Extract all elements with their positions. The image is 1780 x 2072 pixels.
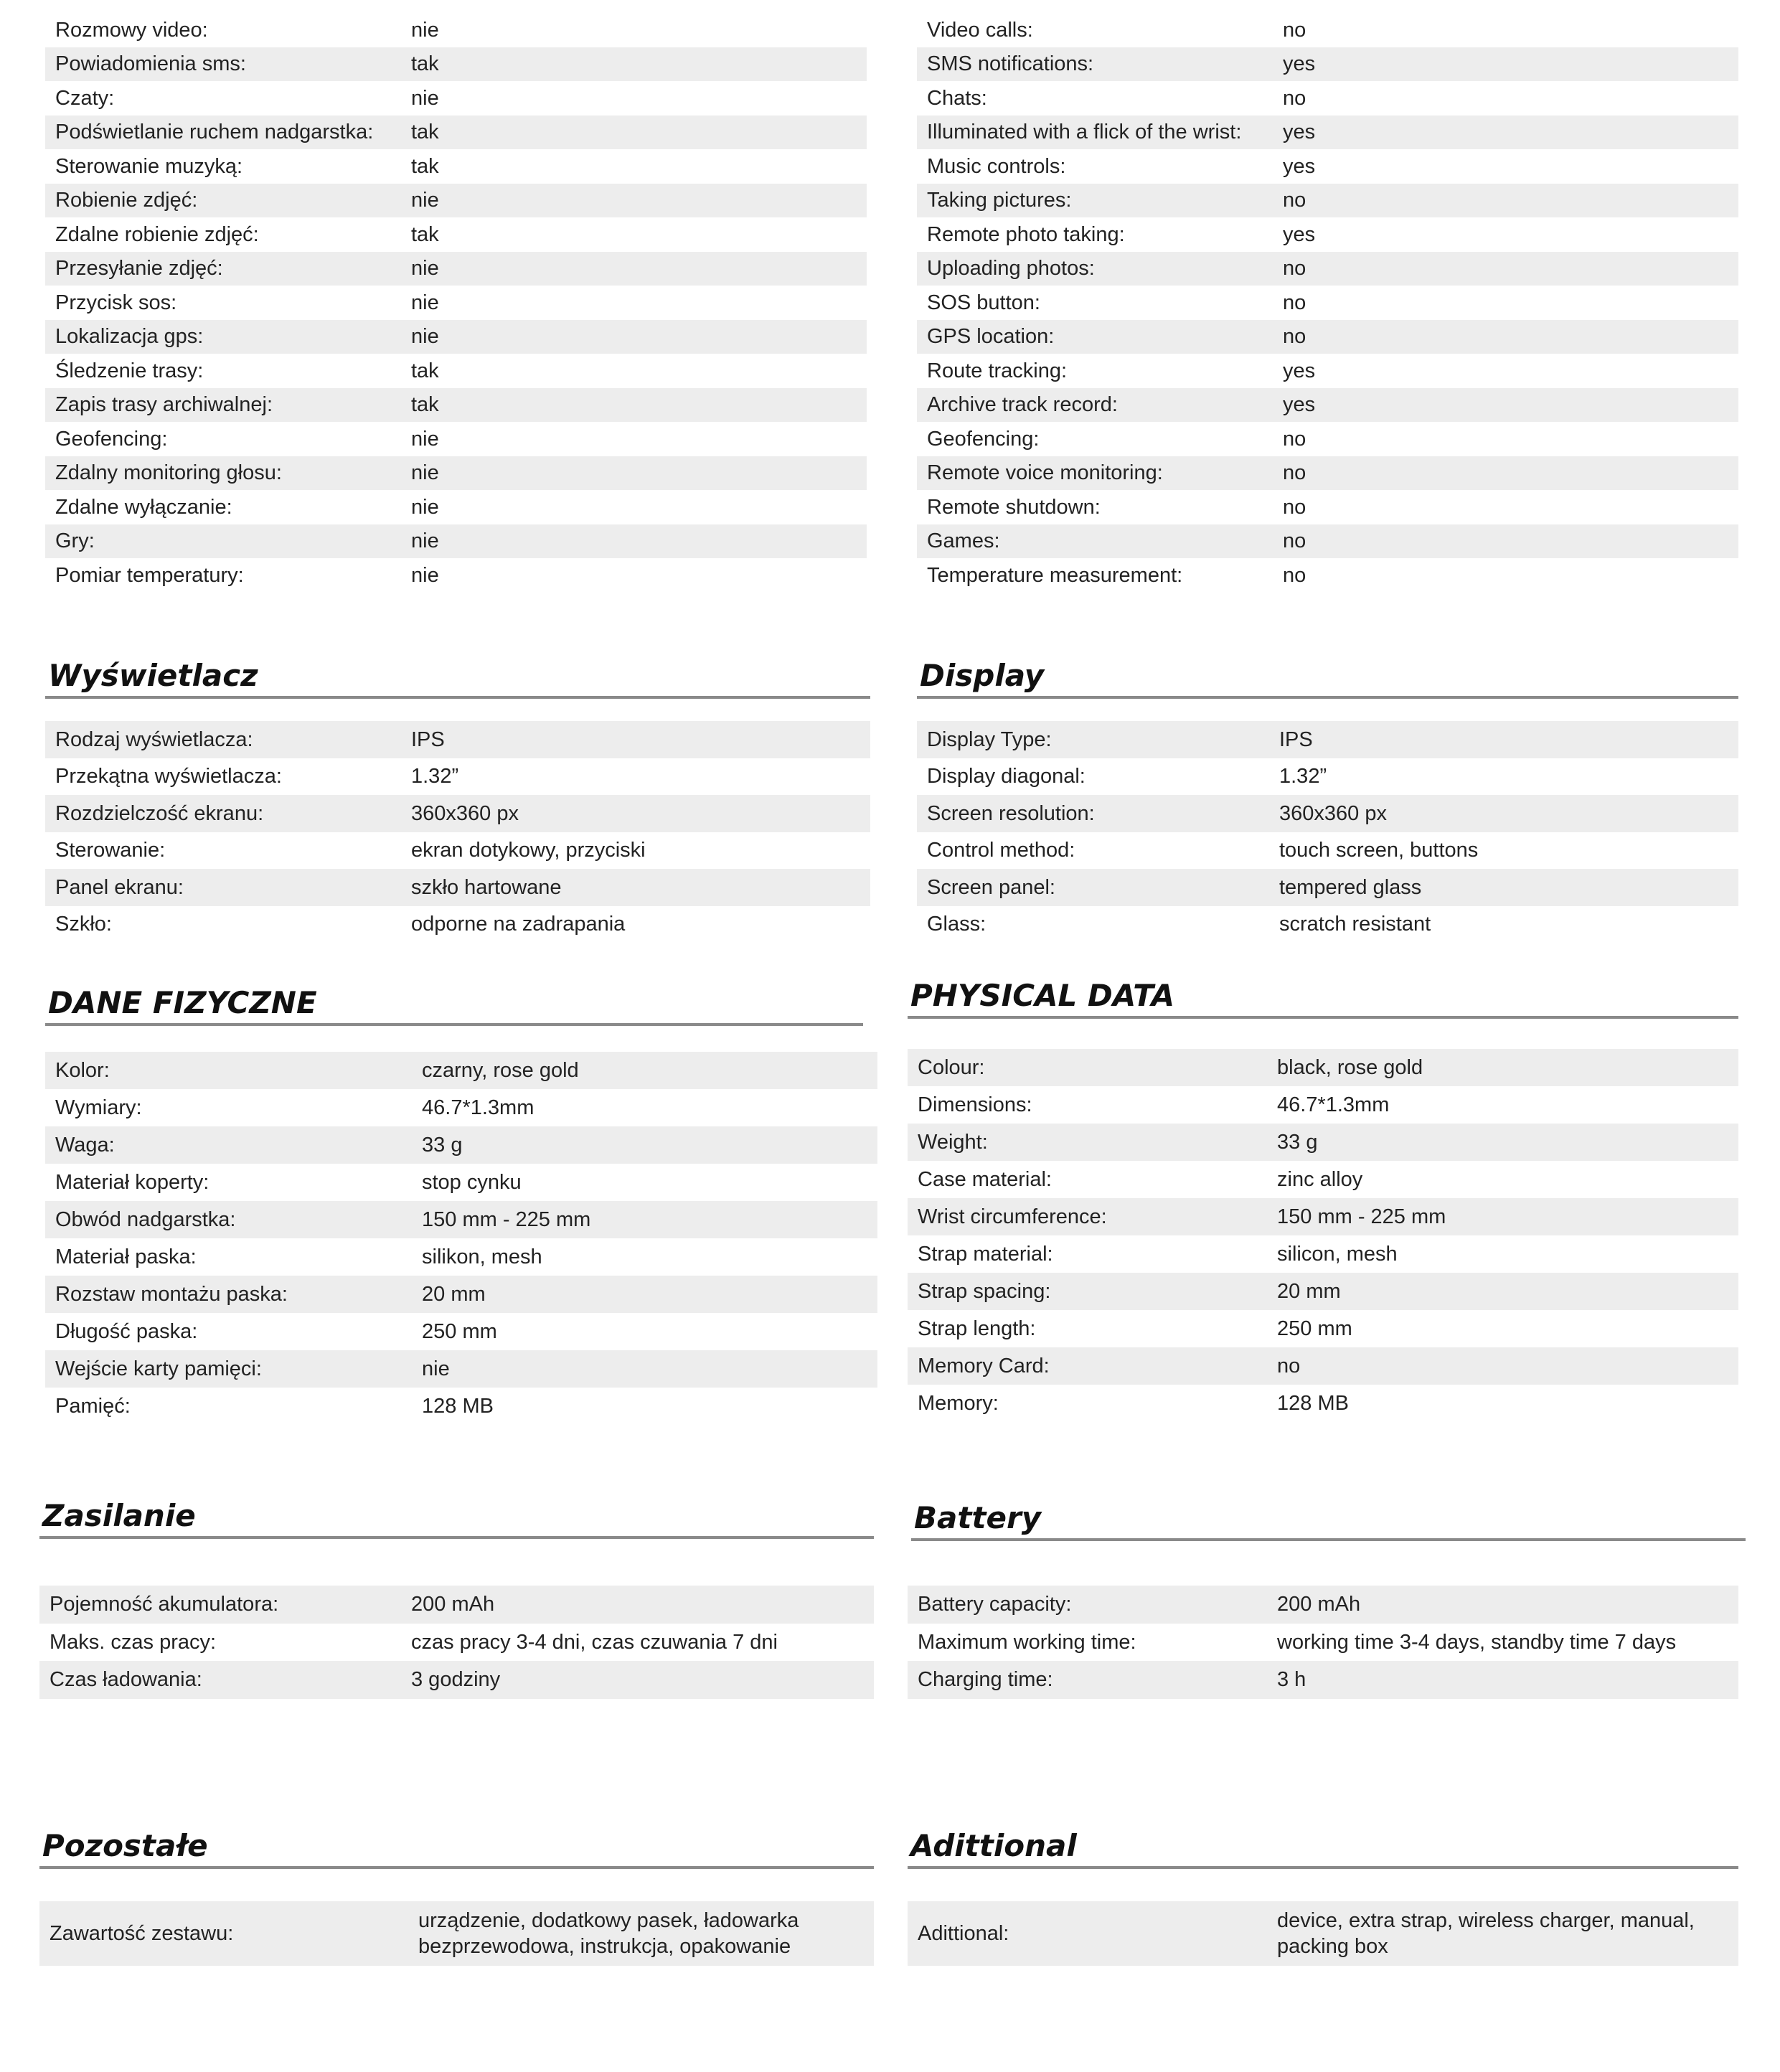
display-table-en	[917, 721, 1738, 943]
spec-value: black, rose gold	[1277, 1056, 1423, 1079]
table-row	[917, 149, 1738, 184]
spec-label: Strap material:	[918, 1243, 1053, 1266]
spec-label: Przycisk sos:	[55, 291, 177, 314]
spec-value: no	[1283, 563, 1306, 587]
table-row	[45, 184, 867, 218]
table-row	[45, 286, 867, 320]
spec-value: 20 mm	[422, 1283, 486, 1306]
spec-label: Display diagonal:	[927, 765, 1086, 788]
table-row	[917, 217, 1738, 252]
table-row	[45, 524, 867, 559]
features-table-en	[917, 13, 1738, 593]
battery-table-en	[908, 1586, 1738, 1699]
spec-label: Memory:	[918, 1392, 999, 1415]
table-row	[917, 721, 1738, 758]
spec-label: Music controls:	[927, 154, 1066, 178]
spec-label: Wrist circumference:	[918, 1205, 1107, 1228]
other-table-pl	[39, 1901, 874, 1966]
spec-value: nie	[411, 291, 439, 314]
spec-value: scratch resistant	[1279, 913, 1431, 936]
spec-label: Pomiar temperatury:	[55, 563, 244, 587]
spec-value: tak	[411, 52, 439, 76]
spec-label: Geofencing:	[55, 427, 168, 451]
spec-label: Archive track record:	[927, 393, 1118, 417]
spec-label: Maximum working time:	[918, 1630, 1136, 1654]
table-row	[917, 422, 1738, 456]
spec-label: Uploading photos:	[927, 257, 1095, 281]
table-row	[917, 869, 1738, 906]
table-row	[45, 558, 867, 593]
spec-label: Waga:	[55, 1134, 115, 1157]
spec-label: Sterowanie muzyką:	[55, 154, 243, 178]
spec-label: Długość paska:	[55, 1320, 198, 1343]
table-row	[917, 13, 1738, 47]
table-row	[908, 1385, 1738, 1422]
spec-value: silicon, mesh	[1277, 1243, 1398, 1266]
spec-label: Czas ładowania:	[50, 1668, 202, 1692]
spec-label: Wymiary:	[55, 1096, 142, 1119]
spec-value: czarny, rose gold	[422, 1059, 579, 1082]
spec-value: 150 mm - 225 mm	[1277, 1205, 1446, 1228]
table-row	[917, 906, 1738, 943]
spec-value: 1.32”	[411, 765, 459, 788]
table-row	[39, 1624, 874, 1662]
spec-label: Strap length:	[918, 1317, 1036, 1340]
spec-value: yes	[1283, 222, 1316, 246]
spec-value: tak	[411, 222, 439, 246]
table-row	[45, 1126, 877, 1164]
spec-value: no	[1283, 325, 1306, 349]
spec-value: yes	[1283, 359, 1316, 382]
table-row	[917, 795, 1738, 832]
spec-value: IPS	[411, 727, 445, 751]
spec-value: no	[1283, 529, 1306, 553]
physical-table-pl	[45, 1052, 877, 1425]
table-row	[45, 869, 870, 906]
table-row	[917, 116, 1738, 150]
spec-label: Charging time:	[918, 1668, 1053, 1692]
spec-value: no	[1283, 427, 1306, 451]
spec-label: Rodzaj wyświetlacza:	[55, 727, 253, 751]
physical-table-en	[908, 1049, 1738, 1422]
spec-value: nie	[411, 325, 439, 349]
table-row	[908, 1161, 1738, 1198]
spec-label: Przekątna wyświetlacza:	[55, 765, 282, 788]
spec-value: 200 mAh	[411, 1593, 495, 1616]
spec-label: Temperature measurement:	[927, 563, 1183, 587]
spec-label: Rozmowy video:	[55, 18, 208, 42]
spec-value: tak	[411, 154, 439, 178]
table-row	[45, 354, 867, 388]
spec-label: Case material:	[918, 1168, 1052, 1191]
table-row	[917, 286, 1738, 320]
features-table-pl	[45, 13, 867, 593]
table-row	[45, 1276, 877, 1313]
spec-label: Control method:	[927, 839, 1075, 862]
spec-label: Weight:	[918, 1131, 988, 1154]
spec-value: nie	[411, 18, 439, 42]
table-row	[908, 1310, 1738, 1347]
table-row	[45, 149, 867, 184]
spec-label: Gry:	[55, 529, 95, 553]
spec-label: Rozdzielczość ekranu:	[55, 801, 264, 825]
spec-label: Czaty:	[55, 86, 115, 110]
table-row	[45, 721, 870, 758]
table-row	[908, 1661, 1738, 1699]
table-row	[908, 1124, 1738, 1161]
spec-label: Zdalne wyłączanie:	[55, 495, 232, 519]
spec-value: tak	[411, 393, 439, 417]
spec-label: Panel ekranu:	[55, 875, 184, 899]
spec-value: 46.7*1.3mm	[1277, 1093, 1390, 1116]
other-section-pl	[39, 1826, 874, 1869]
spec-label: Memory Card:	[918, 1355, 1050, 1378]
table-row	[39, 1586, 874, 1624]
table-row	[45, 47, 867, 82]
spec-label: Materiał koperty:	[55, 1171, 209, 1194]
spec-value: tak	[411, 359, 439, 382]
display-section-pl	[45, 656, 870, 699]
spec-value: no	[1283, 291, 1306, 314]
spec-label: Materiał paska:	[55, 1245, 197, 1268]
spec-value: 200 mAh	[1277, 1593, 1361, 1616]
spec-label: Rozstaw montażu paska:	[55, 1283, 288, 1306]
spec-label: Display Type:	[927, 727, 1052, 751]
table-row	[917, 758, 1738, 796]
spec-label: Zawartość zestawu:	[50, 1922, 234, 1945]
spec-label: Route tracking:	[927, 359, 1068, 382]
spec-value: stop cynku	[422, 1171, 522, 1194]
table-row	[39, 1901, 874, 1966]
section-title: DANE FIZYCZNE	[45, 983, 863, 1026]
spec-label: Powiadomienia sms:	[55, 52, 246, 76]
spec-label: Screen resolution:	[927, 801, 1095, 825]
section-title: Wyświetlacz	[45, 656, 870, 699]
spec-value: yes	[1283, 393, 1316, 417]
spec-value: no	[1277, 1355, 1301, 1378]
spec-label: Zapis trasy archiwalnej:	[55, 393, 273, 417]
spec-label: Robienie zdjęć:	[55, 189, 198, 212]
spec-value: 360x360 px	[411, 801, 519, 825]
spec-label: Przesyłanie zdjęć:	[55, 257, 223, 281]
section-title: Zasilanie	[39, 1496, 874, 1539]
spec-value: silikon, mesh	[422, 1245, 542, 1268]
spec-value: tak	[411, 121, 439, 144]
spec-label: Video calls:	[927, 18, 1033, 42]
spec-label: Remote shutdown:	[927, 495, 1101, 519]
spec-value: urządzenie, dodatkowy pasek, ładowarka bezprzewodowa, instrukcja, opakowanie	[418, 1909, 799, 1958]
table-row	[45, 1238, 877, 1276]
table-row	[45, 1313, 877, 1350]
table-row	[917, 81, 1738, 116]
spec-value: odporne na zadrapania	[411, 913, 626, 936]
spec-label: GPS location:	[927, 325, 1055, 349]
spec-value: no	[1283, 86, 1306, 110]
spec-label: Dimensions:	[918, 1093, 1032, 1116]
display-section-en	[917, 656, 1738, 699]
spec-label: Lokalizacja gps:	[55, 325, 204, 349]
spec-value: no	[1283, 257, 1306, 281]
spec-value: szkło hartowane	[411, 875, 562, 899]
spec-label: Pojemność akumulatora:	[50, 1593, 279, 1616]
table-row	[917, 388, 1738, 423]
spec-value: nie	[411, 189, 439, 212]
spec-value: no	[1283, 495, 1306, 519]
spec-value: yes	[1283, 154, 1316, 178]
spec-value: nie	[411, 563, 439, 587]
spec-value: 360x360 px	[1279, 801, 1387, 825]
table-row	[45, 456, 867, 491]
display-table-pl	[45, 721, 870, 943]
table-row	[45, 906, 870, 943]
section-title: Pozostałe	[39, 1826, 874, 1869]
spec-value: 20 mm	[1277, 1280, 1341, 1303]
spec-value: nie	[411, 86, 439, 110]
table-row	[45, 1350, 877, 1388]
table-row	[917, 184, 1738, 218]
table-row	[917, 558, 1738, 593]
table-row	[45, 1089, 877, 1126]
spec-value: 3 h	[1277, 1668, 1306, 1692]
other-section-en	[908, 1826, 1738, 1869]
spec-label: Games:	[927, 529, 1000, 553]
table-row	[45, 1388, 877, 1425]
spec-value: working time 3-4 days, standby time 7 days	[1277, 1630, 1677, 1654]
spec-label: Zdalne robienie zdjęć:	[55, 222, 259, 246]
spec-value: 128 MB	[1277, 1392, 1349, 1415]
table-row	[45, 795, 870, 832]
section-title: Adittional	[908, 1826, 1738, 1869]
section-title: PHYSICAL DATA	[908, 976, 1738, 1019]
spec-value: yes	[1283, 52, 1316, 76]
table-row	[45, 1164, 877, 1201]
battery-section-pl	[39, 1496, 874, 1539]
spec-value: nie	[411, 529, 439, 553]
table-row	[45, 1052, 877, 1089]
spec-value: 250 mm	[1277, 1317, 1352, 1340]
spec-value: czas pracy 3-4 dni, czas czuwania 7 dni	[411, 1630, 778, 1654]
spec-label: Strap spacing:	[918, 1280, 1051, 1303]
spec-label: Glass:	[927, 913, 986, 936]
table-row	[45, 116, 867, 150]
table-row	[45, 388, 867, 423]
spec-label: SOS button:	[927, 291, 1040, 314]
spec-label: Adittional:	[918, 1922, 1009, 1945]
table-row	[908, 1235, 1738, 1273]
spec-value: 3 godziny	[411, 1668, 501, 1692]
spec-label: Taking pictures:	[927, 189, 1072, 212]
spec-value: nie	[411, 495, 439, 519]
table-row	[45, 758, 870, 796]
spec-label: Pamięć:	[55, 1395, 131, 1418]
spec-label: Geofencing:	[927, 427, 1040, 451]
table-row	[45, 217, 867, 252]
table-row	[45, 490, 867, 524]
spec-label: Remote photo taking:	[927, 222, 1125, 246]
spec-label: Battery capacity:	[918, 1593, 1072, 1616]
table-row	[45, 320, 867, 354]
spec-value: 33 g	[422, 1134, 463, 1157]
spec-label: SMS notifications:	[927, 52, 1094, 76]
spec-value: 1.32”	[1279, 765, 1327, 788]
spec-label: Sterowanie:	[55, 839, 166, 862]
spec-value: no	[1283, 189, 1306, 212]
table-row	[45, 81, 867, 116]
table-row	[917, 832, 1738, 870]
table-row	[45, 13, 867, 47]
spec-value: nie	[422, 1357, 450, 1380]
spec-label: Colour:	[918, 1056, 985, 1079]
table-row	[917, 252, 1738, 286]
table-row	[908, 1624, 1738, 1662]
table-row	[908, 1586, 1738, 1624]
spec-label: Wejście karty pamięci:	[55, 1357, 262, 1380]
battery-section-en	[911, 1498, 1746, 1541]
spec-label: Podświetlanie ruchem nadgarstka:	[55, 121, 374, 144]
spec-value: no	[1283, 461, 1306, 485]
table-row	[917, 524, 1738, 559]
spec-label: Zdalny monitoring głosu:	[55, 461, 282, 485]
spec-label: Szkło:	[55, 913, 112, 936]
table-row	[917, 456, 1738, 491]
spec-label: Śledzenie trasy:	[55, 359, 204, 382]
table-row	[45, 832, 870, 870]
spec-value: tempered glass	[1279, 875, 1422, 899]
spec-label: Screen panel:	[927, 875, 1055, 899]
section-title: Display	[917, 656, 1738, 699]
spec-value: yes	[1283, 121, 1316, 144]
section-title: Battery	[911, 1498, 1746, 1541]
table-row	[39, 1661, 874, 1699]
spec-label: Illuminated with a flick of the wrist:	[927, 121, 1242, 144]
spec-value: no	[1283, 18, 1306, 42]
table-row	[45, 422, 867, 456]
spec-value: IPS	[1279, 727, 1313, 751]
table-row	[908, 1086, 1738, 1124]
table-row	[917, 320, 1738, 354]
table-row	[908, 1901, 1738, 1966]
spec-value: touch screen, buttons	[1279, 839, 1479, 862]
spec-label: Obwód nadgarstka:	[55, 1208, 236, 1231]
spec-value: 128 MB	[422, 1395, 494, 1418]
spec-label: Chats:	[927, 86, 987, 110]
table-row	[917, 354, 1738, 388]
spec-label: Remote voice monitoring:	[927, 461, 1163, 485]
spec-value: ekran dotykowy, przyciski	[411, 839, 646, 862]
table-row	[908, 1049, 1738, 1086]
spec-value: nie	[411, 461, 439, 485]
spec-label: Maks. czas pracy:	[50, 1630, 217, 1654]
table-row	[917, 47, 1738, 82]
spec-value: zinc alloy	[1277, 1168, 1363, 1191]
spec-value: nie	[411, 257, 439, 281]
table-row	[45, 1201, 877, 1238]
spec-value: 150 mm - 225 mm	[422, 1208, 591, 1231]
spec-label: Kolor:	[55, 1059, 110, 1082]
spec-value: device, extra strap, wireless charger, manual, packing box	[1277, 1909, 1695, 1958]
battery-table-pl	[39, 1586, 874, 1699]
physical-section-en	[908, 976, 1738, 1019]
spec-value: nie	[411, 427, 439, 451]
spec-value: 33 g	[1277, 1131, 1318, 1154]
table-row	[908, 1273, 1738, 1310]
other-table-en	[908, 1901, 1738, 1966]
table-row	[917, 490, 1738, 524]
spec-value: 46.7*1.3mm	[422, 1096, 535, 1119]
physical-section-pl	[45, 983, 863, 1026]
table-row	[908, 1347, 1738, 1385]
table-row	[908, 1198, 1738, 1235]
table-row	[45, 252, 867, 286]
spec-value: 250 mm	[422, 1320, 497, 1343]
